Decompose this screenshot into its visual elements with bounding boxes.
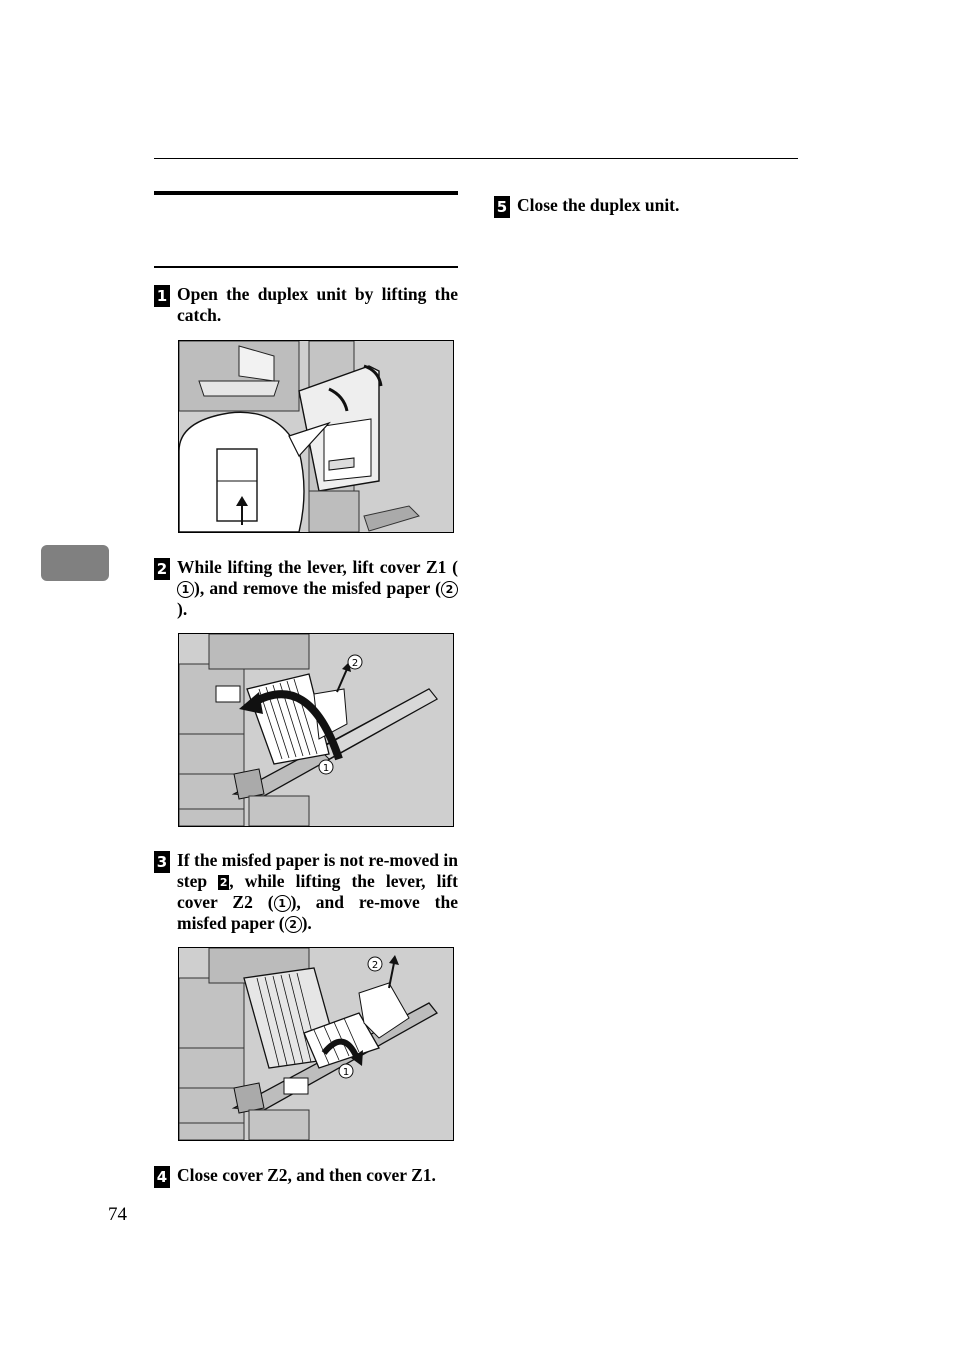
figure-lift-cover-z1 [178, 633, 454, 827]
figure-open-duplex-unit [178, 340, 454, 533]
figure2-callout-1: 1 [322, 763, 330, 774]
header-rule [154, 158, 798, 159]
step-3-text: If the misfed paper is not re-moved in step 2, while lifting the lever, lift cover Z2 ( 1 ), and re-move the misfed paper ( 2 ). [177, 850, 459, 933]
chapter-tab [41, 545, 109, 581]
step-1-text: Open the duplex unit by lifting the catch. [177, 284, 458, 325]
figure2-callout-2: 2 [351, 658, 359, 669]
step-number-2: 2 [154, 558, 170, 580]
step-2-text: While lifting the lever, lift cover Z1 (1 ), and remove the misfed paper ( 2). [177, 557, 458, 619]
step-5 [494, 195, 798, 216]
figure3-callout-1: 1 [342, 1067, 350, 1078]
step-number-5: 5 [494, 196, 510, 218]
step-number-3: 3 [154, 851, 170, 873]
callout-marker-2: 2 [441, 581, 458, 598]
step-reference-2: 2 [219, 876, 228, 889]
step-number-4: 4 [154, 1166, 170, 1188]
callout-marker-2: 2 [285, 916, 302, 933]
section-rule-thin [154, 266, 458, 268]
step-3 [154, 850, 458, 934]
figure3-callout-2: 2 [371, 960, 379, 971]
step-number-1: 1 [154, 285, 170, 307]
callout-marker-1: 1 [274, 895, 291, 912]
step-5-text: Close the duplex unit. [517, 195, 680, 215]
step-4-text: Close cover Z2, and then cover Z1. [177, 1165, 436, 1185]
step-1 [154, 284, 458, 326]
step-4 [154, 1165, 458, 1186]
step-2 [154, 557, 458, 620]
section-rule-thick [154, 191, 458, 195]
callout-marker-1: 1 [177, 581, 194, 598]
figure-lift-cover-z2 [178, 947, 454, 1141]
page-number: 74 [108, 1204, 127, 1225]
